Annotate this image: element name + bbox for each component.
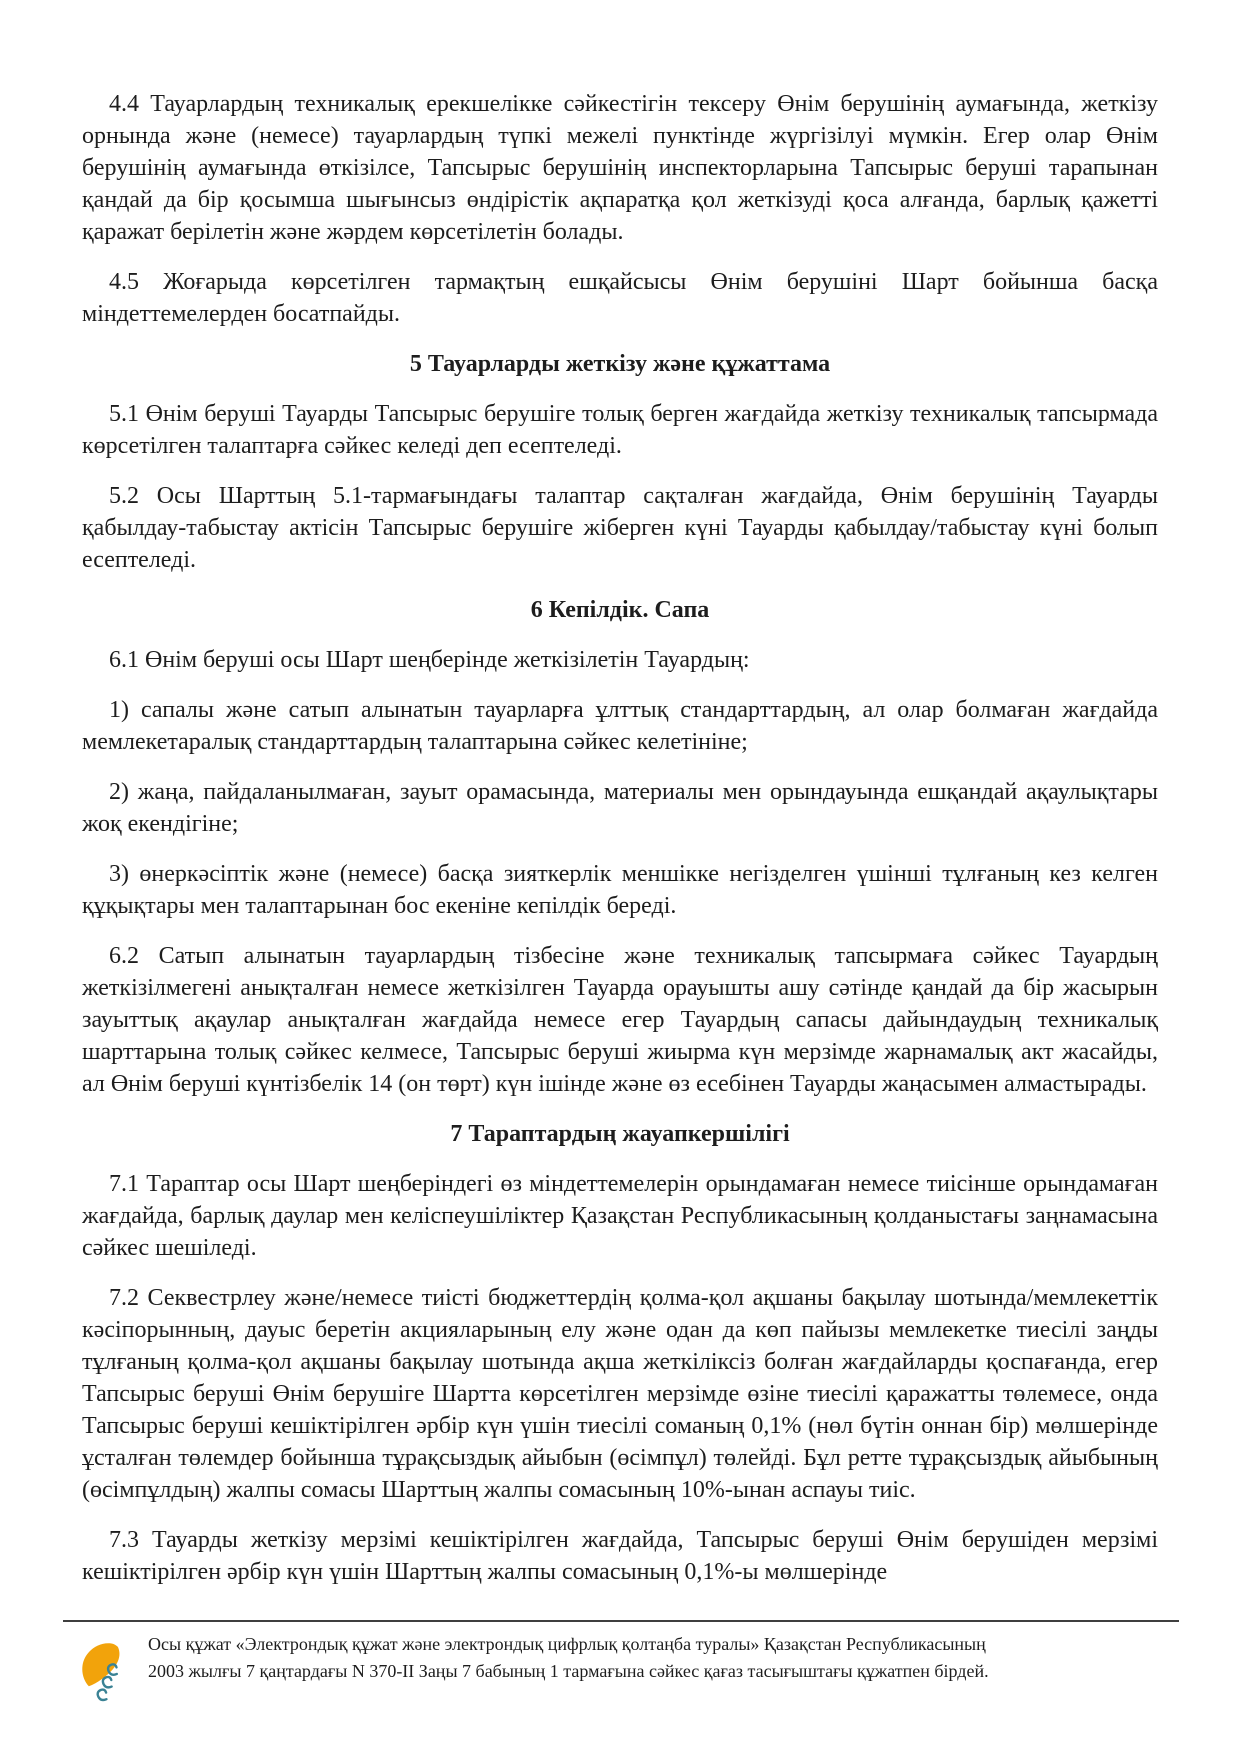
paragraph-7-1: 7.1 Тараптар осы Шарт шеңберіндегі өз міндеттемелерін орындамаған немесе тиісінше орындамаған жағдайда, барлық даулар мен келіспеушіліктер Қазақстан Республикасының қолданыстағы заңнамасына сәйкес шешіледі. bbox=[82, 1171, 1158, 1261]
footer-disclaimer: Осы құжат «Электрондық құжат және электрондық цифрлық қолтаңба туралы» Қазақстан Республикасының 2003 жылғы 7 қаңтардағы N 370-II Заңы 7 бабының 1 тармағына сәйкес қағаз тасығыштағы құжатпен бірдей. bbox=[148, 1634, 989, 1681]
paragraph-5-2: 5.2 Осы Шарттың 5.1-тармағындағы талаптар сақталған жағдайда, Өнім берушінің Тауарды қабылдау-табыстау актісін Тапсырыс берушіге жіберген күні Тауарды қабылдау/табыстау күні болып есептеледі. bbox=[82, 483, 1158, 573]
heading-section-6: 6 Кепілдік. Сапа bbox=[530, 597, 710, 623]
paragraph-4-5: 4.5 Жоғарыда көрсетілген тармақтың ешқайсысы Өнім берушіні Шарт бойынша басқа міндеттемелерден босатпайды. bbox=[82, 269, 1158, 327]
list-item-2: 2) жаңа, пайдаланылмаған, зауыт орамасында, материалы мен орындауында ешқандай ақаулықтары жоқ екендігіне; bbox=[82, 779, 1158, 837]
list-item-1: 1) сапалы және сатып алынатын тауарларға ұлттық стандарттардың, ал олар болмаған жағдайда мемлекетаралық стандарттардың талаптарына сәйкес келетініне; bbox=[82, 697, 1158, 755]
contract-text bbox=[82, 88, 1158, 1606]
list-item-3: 3) өнеркәсіптік және (немесе) басқа зияткерлік меншікке негізделген үшінші тұлғаның кез келген құқықтары мен талаптарынан бос екеніне кепілдік береді. bbox=[82, 861, 1158, 919]
paragraph-6-1: 6.1 Өнім беруші осы Шарт шеңберінде жеткізілетін Тауардың: bbox=[109, 647, 750, 673]
egov-logo bbox=[79, 1641, 142, 1705]
paragraph-4-4: 4.4 Тауарлардың техникалық ерекшелікке сәйкестігін тексеру Өнім берушінің аумағында, жеткізу орнында және (немесе) тауарлардың түпкі межелі пунктінде жүргізілуі мүмкін. Егер олар Өнім берушінің аумағында өткізілсе, Тапсырыс берушінің инспекторларына Тапсырыс беруші тарапынан қандай да бір қосымша шығынсыз өндірістік ақпаратқа қол жеткізуді қоса алғанда, барлық қажетті қаражат берілетін және жәрдем көрсетілетін болады. bbox=[82, 91, 1158, 245]
heading-section-5: 5 Тауарларды жеткізу және құжаттама bbox=[409, 351, 831, 377]
paragraph-6-2: 6.2 Сатып алынатын тауарлардың тізбесіне және техникалық тапсырмаға сәйкес Тауардың жеткізілмегені анықталған немесе жеткізілген Тауарда орауышты ашу сәтінде қандай да бір жасырын зауыттық ақаулар анықталған жағдайда немесе егер Тауардың сапасы дайындаудың техникалық шарттарына толық сәйкес келмесе, Тапсырыс беруші жиырма күн мерзімде жарнамалық акт жасайды, ал Өнім беруші күнтізбелік 14 (он төрт) күн ішінде және өз есебінен Тауарды жаңасымен алмастырады. bbox=[82, 943, 1158, 1097]
paragraph-5-1: 5.1 Өнім беруші Тауарды Тапсырыс берушіге толық берген жағдайда жеткізу техникалық тапсырмада көрсетілген талаптарға сәйкес келеді деп есептеледі. bbox=[82, 401, 1158, 459]
paragraph-7-3: 7.3 Тауарды жеткізу мерзімі кешіктірілген жағдайда, Тапсырыс беруші Өнім берушіден мерзімі кешіктірілген әрбір күн үшін Шарттың жалпы сомасының 0,1%-ы мөлшерінде bbox=[82, 1527, 1158, 1585]
paragraph-7-2: 7.2 Секвестрлеу және/немесе тиісті бюджеттердің қолма-қол ақшаны бақылау шотында/мемлекеттік кәсіпорынның, дауыс беретін акцияларының елу және одан да көп пайызы мемлекетке тиесілі заңды тұлғаның қолма-қол ақшаны бақылау шотында ақша жеткіліксіз болған жағдайларды қоспағанда, егер Тапсырыс беруші Өнім берушіге Шартта көрсетілген мерзімде өзіне тиесілі қаражатты төлемесе, онда Тапсырыс беруші кешіктірілген әрбір күн үшін тиесілі соманың 0,1% (нөл бүтін оннан бір) мөлшерінде ұсталған төлемдер бойынша тұрақсыздық айыбын (өсімпұл) төлейді. Бұл ретте тұрақсыздық айыбының (өсімпұлдың) жалпы сомасы Шарттың жалпы сомасының 10%-ынан аспауы тиіс. bbox=[82, 1285, 1158, 1503]
heading-section-7: 7 Тараптардың жауапкершілігі bbox=[450, 1121, 790, 1147]
footer-divider bbox=[63, 1620, 1179, 1622]
